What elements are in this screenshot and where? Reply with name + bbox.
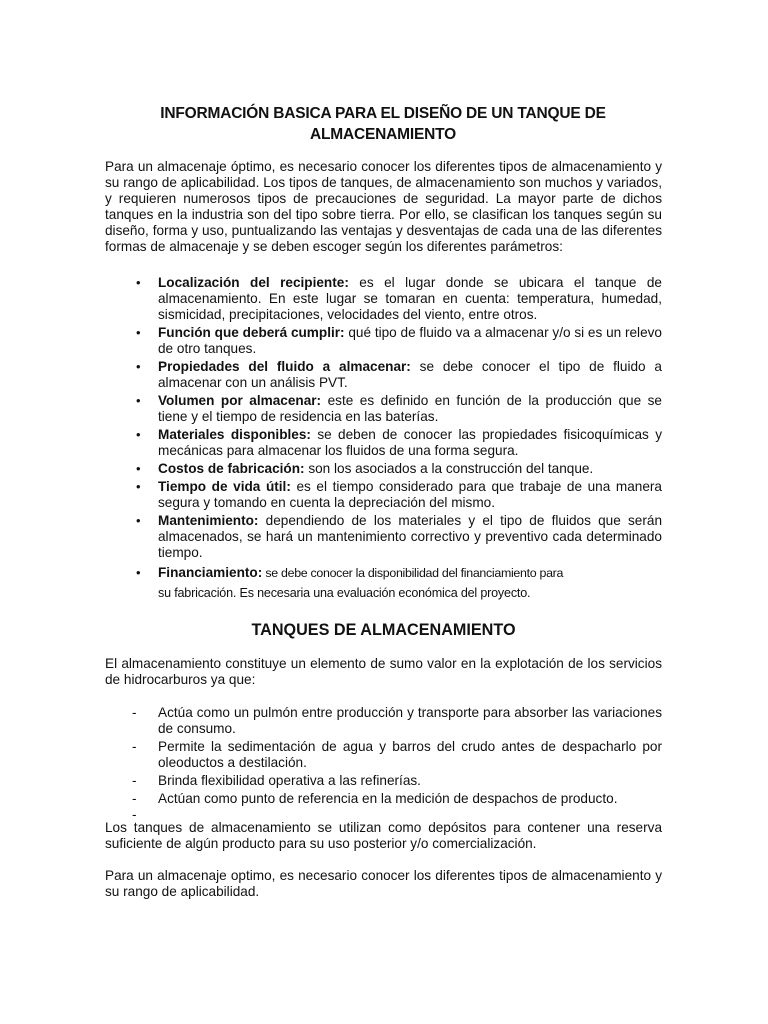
list-item <box>105 773 662 789</box>
list-item <box>105 791 662 807</box>
document-title <box>110 103 656 145</box>
bullet-icon: • <box>136 427 141 442</box>
list-item-term: Localización del recipiente: <box>158 275 349 290</box>
body-paragraph: Los tanques de almacenamiento se utilizan como depósitos para contener una reserva suficiente de algún producto para su uso posterior y/o comercialización. <box>105 820 662 851</box>
parameters-list <box>105 275 662 605</box>
functions-list <box>105 705 662 823</box>
bullet-icon: • <box>136 325 141 340</box>
list-item-term: Financiamiento: <box>158 565 263 580</box>
dash-marker: - <box>132 705 137 720</box>
bullet-icon: • <box>136 565 141 580</box>
list-item <box>105 513 662 561</box>
list-item-term: Volumen por almacenar: <box>158 393 322 408</box>
list-item <box>105 563 662 603</box>
list-item-text: son los asociados a la construcción del tanque. <box>304 461 594 476</box>
list-item-text: se debe conocer la disponibilidad del financiamiento para <box>262 566 564 580</box>
list-item-text-continued: su fabricación. Es necesaria una evaluación económica del proyecto. <box>158 586 531 600</box>
bullet-icon: • <box>136 513 141 528</box>
bullet-icon: • <box>136 275 141 290</box>
title-line-2: ALMACENAMIENTO <box>310 126 456 143</box>
dash-marker: - <box>132 807 137 822</box>
list-item-text: qué tipo de fluido va a almacenar y/o si es un relevo de otro tanques. <box>158 325 662 356</box>
list-item-term: Propiedades del fluido a almacenar: <box>158 359 411 374</box>
bullet-icon: • <box>136 359 141 374</box>
list-item-term: Función que deberá cumplir: <box>158 325 345 340</box>
list-item-term: Mantenimiento: <box>158 513 259 528</box>
list-item-text: se debe conocer el tipo de fluido a almacenar con un análisis PVT. <box>158 359 662 390</box>
list-item <box>105 705 662 737</box>
list-item <box>105 359 662 391</box>
list-item <box>105 427 662 459</box>
list-item-term: Materiales disponibles: <box>158 427 311 442</box>
dash-marker: - <box>132 739 137 754</box>
list-item-text: es el tiempo considerado para que trabaje de una manera segura y tomando en cuenta la depreciación del mismo. <box>158 479 662 510</box>
title-line-1: INFORMACIÓN BASICA PARA EL DISEÑO DE UN TANQUE DE <box>160 105 606 122</box>
list-item-text: Actúa como un pulmón entre producción y transporte para absorber las variaciones de consumo. <box>158 705 662 736</box>
intro-paragraph: Para un almacenaje óptimo, es necesario conocer los diferentes tipos de almacenamiento y su rango de aplicabilidad. Los tipos de tanques, de almacenamiento son muchos y variados, y requieren numerosos tipos de precauciones de seguridad. La mayor parte de dichos tanques en la industria son del tipo sobre tierra. Por ello, se clasifican los tanques según su diseño, forma y uso, puntualizando las ventajas y desventajas de cada una de las diferentes formas de almacenaje y se deben escoger según los diferentes parámetros: <box>105 159 662 254</box>
body-paragraph: Para un almacenaje optimo, es necesario conocer los diferentes tipos de almacenamiento y su rango de aplicabilidad. <box>105 868 662 899</box>
list-item-text: se deben de conocer las propiedades fisicoquímicas y mecánicas para almacenar los fluidos de una forma segura. <box>158 427 662 458</box>
list-item-text: este es definido en función de la producción que se tiene y el tiempo de residencia en las baterías. <box>158 393 662 424</box>
list-item-text: Actúan como punto de referencia en la medición de despachos de producto. <box>158 791 618 806</box>
bullet-icon: • <box>136 479 141 494</box>
list-item-text: dependiendo de los materiales y el tipo de fluidos que serán almacenados, se hará un mantenimiento correctivo y preventivo cada determinado tiempo. <box>158 513 662 560</box>
list-item-text: Brinda flexibilidad operativa a las refinerías. <box>158 773 421 788</box>
list-item-term: Costos de fabricación: <box>158 461 305 476</box>
list-item-term: Tiempo de vida útil: <box>158 479 291 494</box>
dash-marker: - <box>132 791 137 806</box>
section-heading: TANQUES DE ALMACENAMIENTO <box>251 621 516 639</box>
list-item <box>105 393 662 425</box>
list-item-text: es el lugar donde se ubicara el tanque de almacenamiento. En este lugar se tomaran en cuenta: temperatura, humedad, sismicidad, precipitaciones, velocidades del viento, entre otros. <box>158 275 662 322</box>
list-item <box>105 479 662 511</box>
bullet-icon: • <box>136 393 141 408</box>
dash-marker: - <box>132 773 137 788</box>
list-item <box>105 461 662 477</box>
bullet-icon: • <box>136 461 141 476</box>
list-item <box>105 739 662 771</box>
list-item <box>105 325 662 357</box>
list-item <box>105 275 662 323</box>
list-item-text: Permite la sedimentación de agua y barros del crudo antes de despacharlo por oleoductos a destilación. <box>158 739 662 770</box>
body-paragraph: El almacenamiento constituye un elemento de sumo valor en la explotación de los servicios de hidrocarburos ya que: <box>105 656 662 687</box>
